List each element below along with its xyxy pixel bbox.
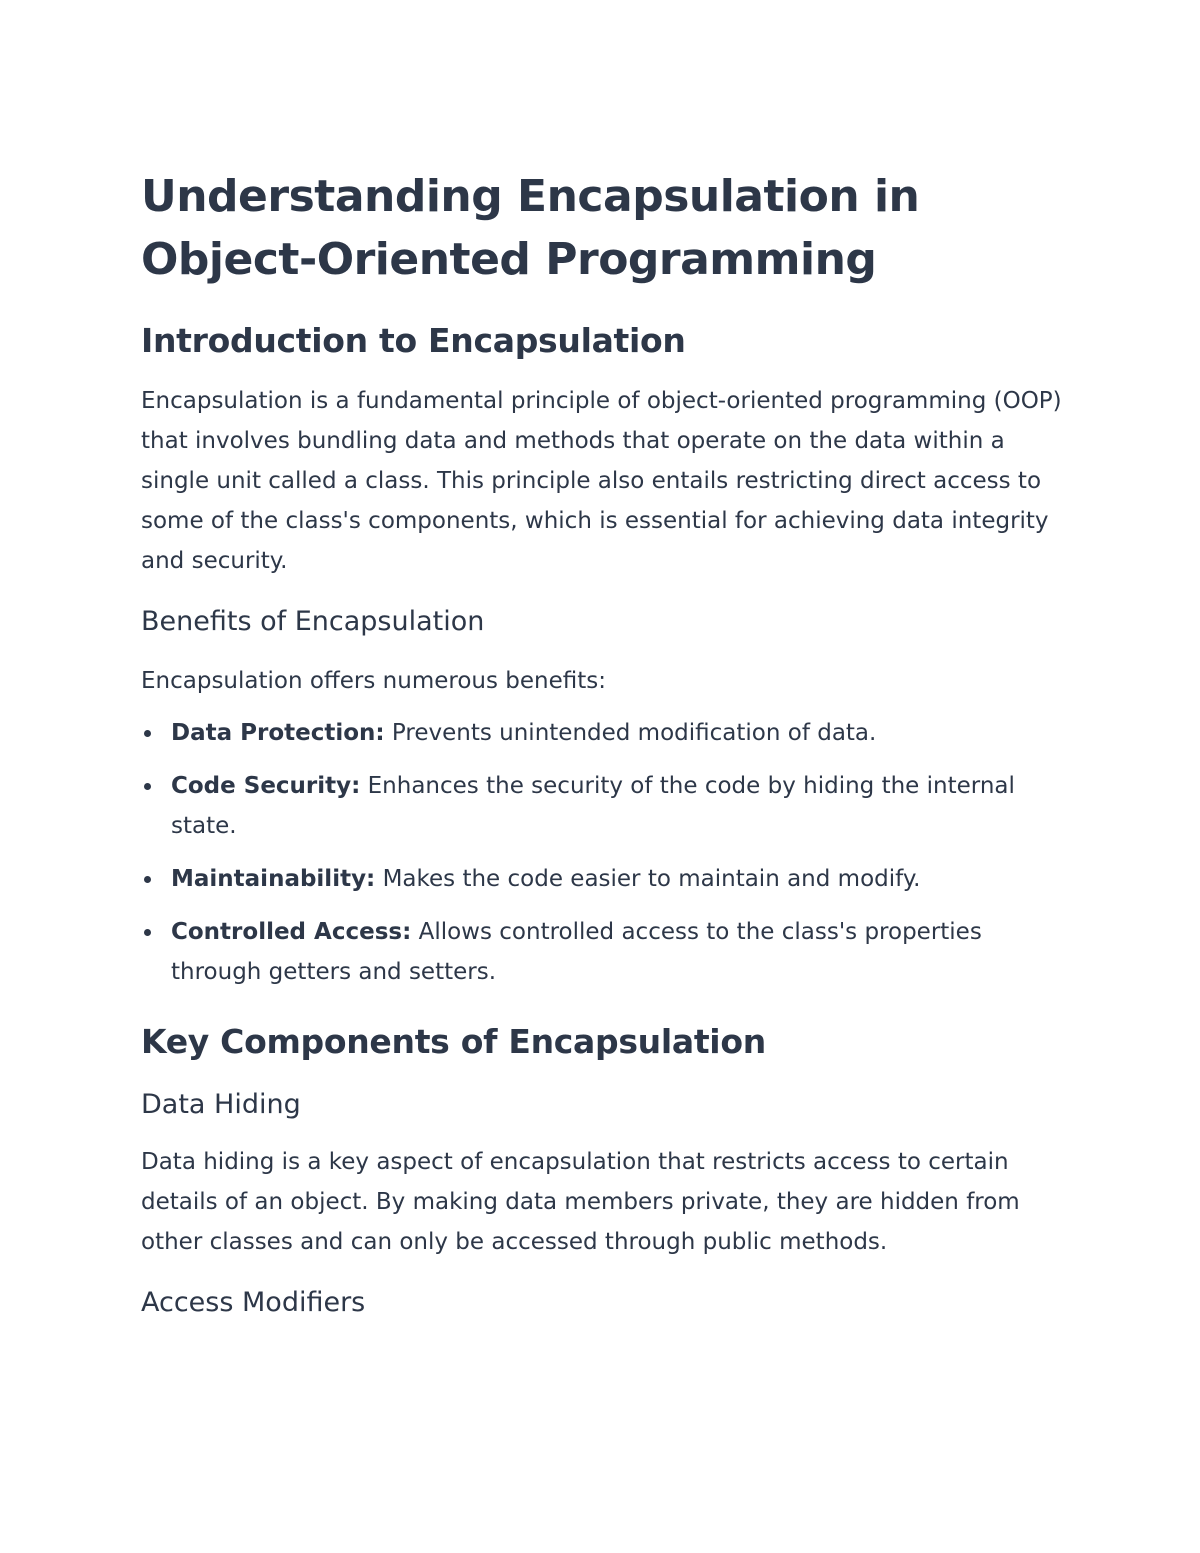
bullet-icon xyxy=(144,730,151,737)
benefits-list xyxy=(141,713,1066,992)
benefit-text: Makes the code easier to maintain and modify. xyxy=(375,866,921,892)
section-heading-introduction: Introduction to Encapsulation xyxy=(141,321,686,360)
subheading-access-modifiers: Access Modifiers xyxy=(141,1287,366,1318)
benefit-term: Maintainability: xyxy=(171,866,376,892)
benefit-term: Controlled Access: xyxy=(171,919,412,945)
bullet-icon xyxy=(144,783,151,790)
benefit-text: Prevents unintended modification of data. xyxy=(384,720,877,746)
benefit-text: Enhances the security of the code by hiding the internal state. xyxy=(171,773,1015,839)
list-item xyxy=(141,912,1066,992)
benefit-term: Code Security: xyxy=(171,773,361,799)
bullet-icon xyxy=(144,929,151,936)
list-item xyxy=(141,766,1066,846)
list-item xyxy=(141,859,1066,899)
section-heading-key-components: Key Components of Encapsulation xyxy=(141,1022,766,1061)
subheading-benefits: Benefits of Encapsulation xyxy=(141,606,485,637)
data-hiding-paragraph: Data hiding is a key aspect of encapsulation that restricts access to certain details of an object. By making data members private, they are hidden from other classes and can only be accessed through public methods. xyxy=(141,1149,1020,1255)
benefit-term: Data Protection: xyxy=(171,720,385,746)
list-item xyxy=(141,713,1066,753)
subheading-data-hiding: Data Hiding xyxy=(141,1089,301,1120)
benefit-text: Allows controlled access to the class's properties through getters and setters. xyxy=(171,919,982,985)
introduction-paragraph: Encapsulation is a fundamental principle of object-oriented programming (OOP) that involves bundling data and methods that operate on the data within a single unit called a class. This principle also entails restricting direct access to some of the class's components, which is essential for achieving data integrity and security. xyxy=(141,388,1062,574)
benefits-intro: Encapsulation offers numerous benefits: xyxy=(141,668,606,694)
document-page xyxy=(141,165,1066,1322)
document-title: Understanding Encapsulation in Object-Oriented Programming xyxy=(141,171,920,285)
bullet-icon xyxy=(144,876,151,883)
